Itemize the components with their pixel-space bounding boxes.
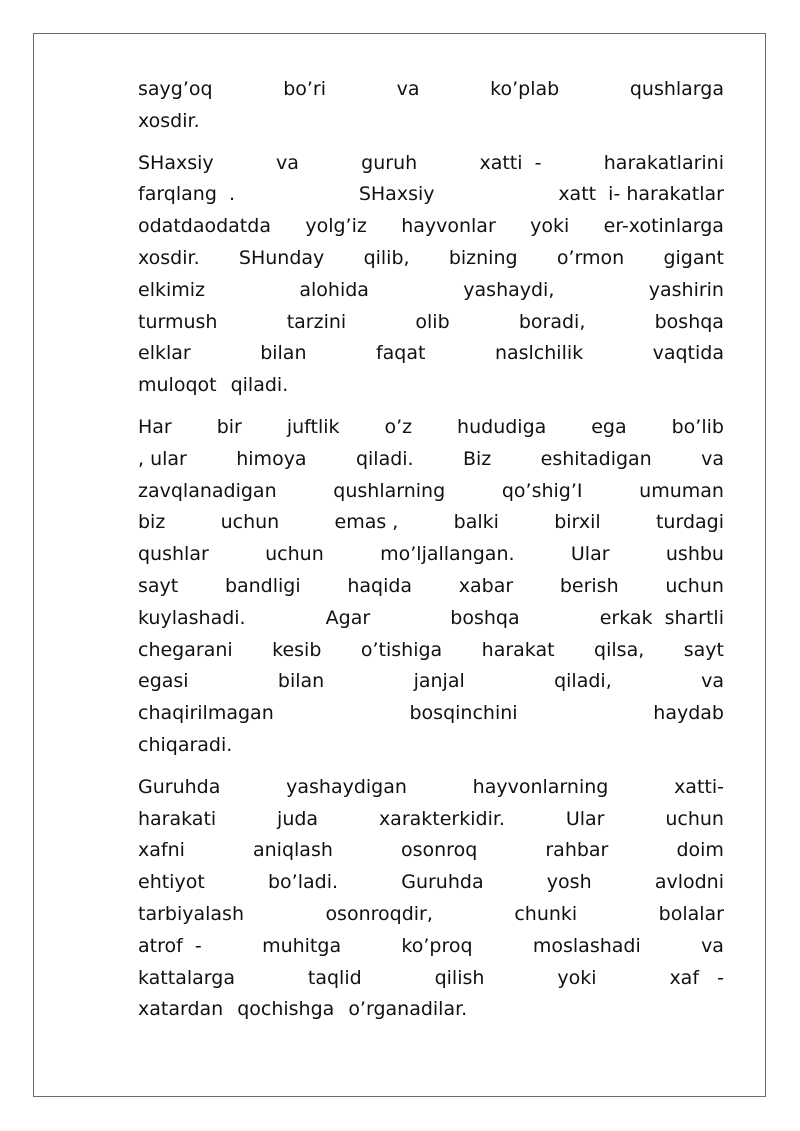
text-line [138, 994, 724, 1026]
word: va [396, 78, 420, 100]
word: Ular [570, 543, 610, 566]
word: bo’lib [671, 415, 724, 438]
text-line [138, 666, 724, 698]
word: er-xotinlarga [603, 215, 724, 238]
text-line [138, 867, 724, 899]
word: xatardan [138, 998, 224, 1021]
word: bosqinchini [409, 702, 518, 725]
word: moslashadi [532, 934, 641, 957]
word: bizning [448, 246, 518, 269]
paragraph [138, 74, 724, 138]
word: o’rmon [556, 246, 625, 269]
word: zavqlanadigan [138, 479, 277, 502]
word: turmush [138, 310, 218, 333]
word: chegarani [138, 638, 233, 661]
word: Guruhda [138, 775, 221, 798]
word: bolalar [658, 902, 724, 925]
word: qilish [434, 966, 485, 989]
word: bir [216, 415, 242, 438]
word: qushlar [138, 543, 209, 566]
text-line [138, 963, 724, 995]
word: tarzini [286, 310, 347, 333]
word: ushbu [665, 543, 724, 566]
text-line [138, 338, 724, 370]
word: qiladi, [554, 670, 612, 693]
word: emas , [334, 511, 399, 534]
paragraph [138, 772, 724, 1026]
word: chaqirilmagan [138, 702, 274, 725]
word: SHaxsiy [138, 151, 214, 174]
word: ko’plab [490, 78, 560, 100]
word: SHunday [238, 246, 325, 269]
word: harakati [138, 807, 217, 830]
word: birxil [554, 511, 601, 534]
word: Biz [462, 447, 492, 470]
word: biz [138, 511, 166, 534]
word: uchun [220, 511, 280, 534]
word: yoki [530, 215, 570, 238]
text-line [138, 412, 724, 444]
word: chiqaradi. [138, 733, 233, 756]
text-line [138, 730, 724, 762]
word: xosdir. [138, 246, 200, 269]
word: qushlarning [333, 479, 446, 502]
word: guruh [361, 151, 418, 174]
word: boshqa [450, 606, 520, 629]
word: , ular [138, 447, 187, 470]
document-body [138, 74, 724, 1036]
text-line [138, 370, 724, 402]
word: va [275, 151, 299, 174]
text-line [138, 148, 724, 180]
text-line [138, 74, 724, 106]
word: o’z [384, 415, 413, 438]
word: eshitadigan [540, 447, 652, 470]
word: uchun [665, 807, 724, 830]
word: hududiga [457, 415, 547, 438]
word: Ular [565, 807, 605, 830]
word: odatdaodatda [138, 215, 271, 238]
word: xafni [138, 839, 185, 862]
word: xatti- [674, 775, 724, 798]
word: o’rganadilar. [348, 998, 468, 1021]
word: qilib, [363, 246, 410, 269]
word: olib [415, 310, 450, 333]
word: Har [138, 415, 172, 438]
word: gigant [663, 246, 724, 269]
word: yosh [546, 871, 592, 894]
word: aniqlash [253, 839, 333, 862]
word: bilan [277, 670, 325, 693]
word: taqlid [307, 966, 362, 989]
paragraph [138, 412, 724, 762]
word: xabar [458, 574, 514, 597]
text-line [138, 931, 724, 963]
word: ko’proq [401, 934, 473, 957]
word: naslchilik [494, 342, 584, 365]
word: berish [559, 574, 619, 597]
word: muloqot [138, 374, 217, 397]
word: umuman [639, 479, 724, 502]
word: chunki [514, 902, 578, 925]
word: doim [676, 839, 724, 862]
word: harakat [481, 638, 555, 661]
word: sayt [138, 574, 179, 597]
word: hayvonlar [401, 215, 496, 238]
text-line [138, 179, 724, 211]
word: atrof - [138, 934, 202, 957]
word: alohida [299, 278, 369, 301]
word: kattalarga [138, 966, 235, 989]
word: turdagi [655, 511, 724, 534]
text-line [138, 539, 724, 571]
text-line [138, 835, 724, 867]
word: ega [591, 415, 627, 438]
text-line [138, 307, 724, 339]
text-line [138, 106, 724, 138]
text-line [138, 899, 724, 931]
word: harakatlarini [603, 151, 724, 174]
word: farqlang . [138, 183, 236, 206]
word: bilan [260, 342, 307, 365]
word: faqat [375, 342, 426, 365]
word: boradi, [518, 310, 586, 333]
word: bandligi [224, 574, 301, 597]
text-line [138, 635, 724, 667]
word: juda [277, 807, 319, 830]
word: xarakterkidir. [378, 807, 505, 830]
word: himoya [236, 447, 307, 470]
word: qiladi. [230, 374, 289, 397]
word: bo’ladi. [267, 871, 339, 894]
text-line [138, 507, 724, 539]
word: rahbar [545, 839, 609, 862]
word: va [701, 934, 724, 957]
word: qushlarga [629, 78, 724, 100]
text-line [138, 698, 724, 730]
word: va [701, 670, 724, 693]
word: qochishga [237, 998, 335, 1021]
text-line [138, 211, 724, 243]
word: juftlik [286, 415, 340, 438]
word: kuylashadi. [138, 606, 246, 629]
word: boshqa [654, 310, 724, 333]
word: kesib [272, 638, 322, 661]
text-line [138, 772, 724, 804]
word: avlodni [654, 871, 724, 894]
text-line [138, 571, 724, 603]
word: yashaydigan [286, 775, 407, 798]
word: o’tishiga [360, 638, 443, 661]
text-line [138, 603, 724, 635]
word: yashirin [648, 278, 724, 301]
paragraph [138, 148, 724, 402]
word: uchun [265, 543, 324, 566]
word: sayg’oq [138, 78, 213, 100]
word: yoki [557, 966, 597, 989]
word: xatti - [479, 151, 542, 174]
word: osonroq [400, 839, 478, 862]
text-line [138, 476, 724, 508]
word: qilsa, [594, 638, 645, 661]
word: uchun [665, 574, 724, 597]
word: qiladi. [355, 447, 414, 470]
text-line [138, 275, 724, 307]
word: SHaxsiy [358, 183, 435, 206]
word: haqida [347, 574, 413, 597]
word: xatt i- harakatlar [558, 183, 724, 206]
word: yashaydi, [463, 278, 555, 301]
text-line [138, 444, 724, 476]
word: sayt [683, 638, 724, 661]
text-line [138, 804, 724, 836]
word: balki [453, 511, 499, 534]
word: xaf - [669, 966, 724, 989]
word: elkimiz [138, 278, 206, 301]
word: hayvonlarning [472, 775, 609, 798]
word: Agar [325, 606, 371, 629]
word: elklar [138, 342, 191, 365]
word: Guruhda [401, 871, 484, 894]
word: xosdir. [138, 109, 200, 132]
word: yolg’iz [305, 215, 367, 238]
word: erkak shartli [599, 606, 724, 629]
word: tarbiyalash [138, 902, 244, 925]
word: haydab [653, 702, 724, 725]
text-line [138, 243, 724, 275]
word: vaqtida [652, 342, 724, 365]
word: janjal [413, 670, 465, 693]
word: ehtiyot [138, 871, 205, 894]
word: egasi [138, 670, 189, 693]
word: qo’shig’I [501, 479, 583, 502]
word: muhitga [262, 934, 342, 957]
word: bo’ri [283, 78, 327, 100]
word: osonroqdir, [325, 902, 433, 925]
word: mo’ljallangan. [380, 543, 515, 566]
word: va [701, 447, 724, 470]
